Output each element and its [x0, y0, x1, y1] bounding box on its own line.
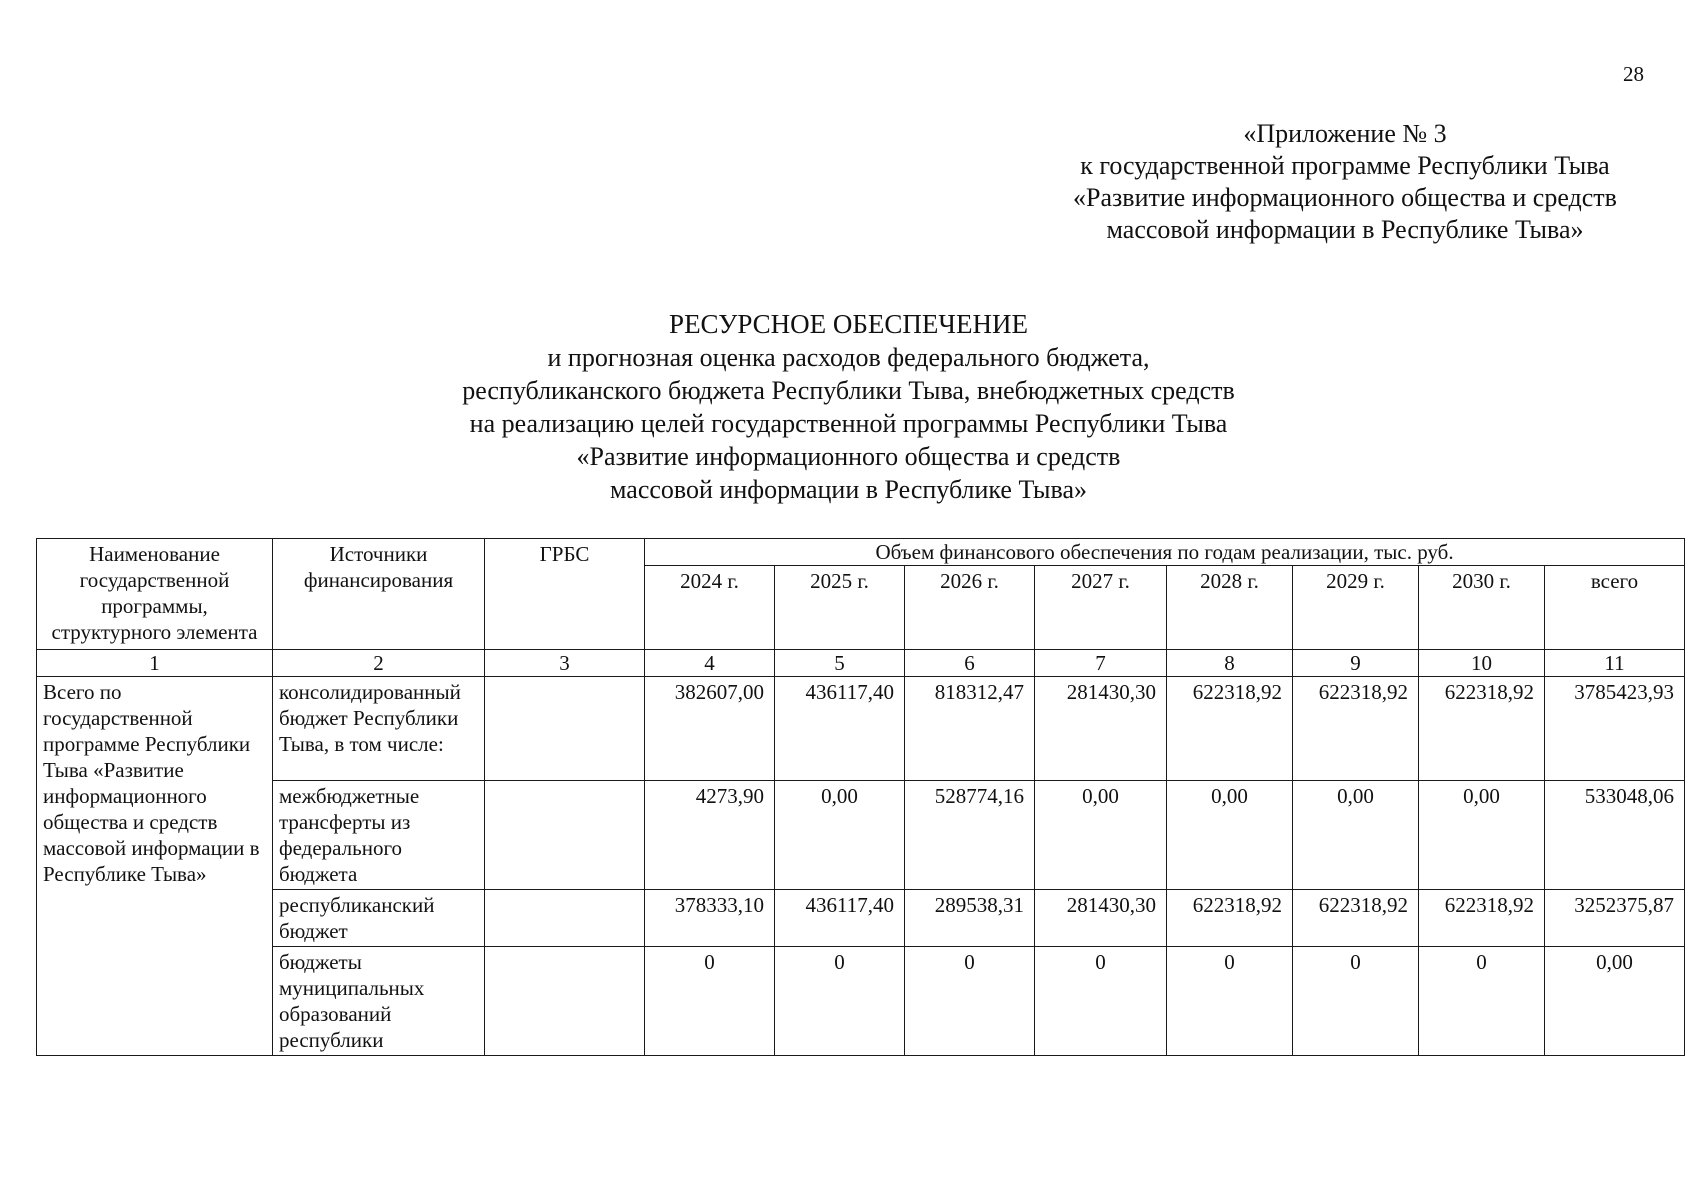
document-title — [0, 308, 1697, 506]
resource-table — [36, 538, 1685, 1056]
appendix-line: к государственной программе Республики Тыва — [1080, 151, 1610, 180]
appendix-heading — [1040, 118, 1650, 246]
column-number-cell: 3 — [485, 650, 645, 677]
value-cell: 528774,16 — [905, 781, 1035, 890]
year-header-cell: 2028 г. — [1167, 566, 1293, 650]
title-line: республиканского бюджета Республики Тыва, внебюджетных средств — [462, 376, 1235, 405]
year-header-cell: 2029 г. — [1293, 566, 1419, 650]
year-header-cell: 2026 г. — [905, 566, 1035, 650]
header-grbs-cell: ГРБС — [485, 539, 645, 650]
title-line: «Развитие информационного общества и средств — [576, 442, 1121, 471]
total-cell: 0,00 — [1545, 947, 1685, 1056]
column-number-cell: 8 — [1167, 650, 1293, 677]
grbs-cell — [485, 890, 645, 947]
value-cell: 0,00 — [1035, 781, 1167, 890]
value-cell: 281430,30 — [1035, 890, 1167, 947]
column-number-cell: 9 — [1293, 650, 1419, 677]
grbs-cell — [485, 947, 645, 1056]
value-cell: 622318,92 — [1167, 890, 1293, 947]
value-cell: 436117,40 — [775, 890, 905, 947]
column-number-cell: 5 — [775, 650, 905, 677]
value-cell: 0,00 — [1419, 781, 1545, 890]
page-number: 28 — [1623, 62, 1644, 86]
value-cell: 281430,30 — [1035, 677, 1167, 781]
value-cell: 0 — [775, 947, 905, 1056]
appendix-line: «Приложение № 3 — [1243, 119, 1447, 148]
column-number-cell: 4 — [645, 650, 775, 677]
value-cell: 622318,92 — [1419, 677, 1545, 781]
column-number-cell: 10 — [1419, 650, 1545, 677]
program-name-cell: Всего по государственной программе Республики Тыва «Развитие информационного общества и средств массовой информации в Республике Тыва» — [37, 677, 273, 1056]
source-cell: бюджеты муниципальных образований республики — [273, 947, 485, 1056]
column-number-cell: 6 — [905, 650, 1035, 677]
title-line: на реализацию целей государственной программы Республики Тыва — [469, 409, 1228, 438]
value-cell: 0,00 — [1293, 781, 1419, 890]
value-cell: 622318,92 — [1419, 890, 1545, 947]
table-row — [37, 947, 1685, 1056]
value-cell: 622318,92 — [1293, 677, 1419, 781]
source-cell: консолидированный бюджет Республики Тыва, в том числе: — [273, 677, 485, 781]
table-row — [37, 677, 1685, 781]
value-cell: 382607,00 — [645, 677, 775, 781]
table-row — [37, 781, 1685, 890]
column-number-cell: 7 — [1035, 650, 1167, 677]
value-cell: 0 — [1293, 947, 1419, 1056]
value-cell: 0 — [645, 947, 775, 1056]
value-cell: 436117,40 — [775, 677, 905, 781]
value-cell: 0 — [1167, 947, 1293, 1056]
source-cell: межбюджетные трансферты из федерального бюджета — [273, 781, 485, 890]
grbs-cell — [485, 781, 645, 890]
total-cell: 3252375,87 — [1545, 890, 1685, 947]
appendix-line: массовой информации в Республике Тыва» — [1106, 215, 1584, 244]
header-name-cell: Наименование государственной программы, структурного элемента — [37, 539, 273, 650]
value-cell: 0,00 — [775, 781, 905, 890]
source-cell: республиканский бюджет — [273, 890, 485, 947]
value-cell: 289538,31 — [905, 890, 1035, 947]
column-number-cell: 1 — [37, 650, 273, 677]
total-cell: 533048,06 — [1545, 781, 1685, 890]
header-volume-cell: Объем финансового обеспечения по годам реализации, тыс. руб. — [645, 539, 1685, 566]
value-cell: 0 — [1419, 947, 1545, 1056]
value-cell: 4273,90 — [645, 781, 775, 890]
value-cell: 622318,92 — [1293, 890, 1419, 947]
value-cell: 0,00 — [1167, 781, 1293, 890]
column-number-row — [37, 650, 1685, 677]
column-number-cell: 2 — [273, 650, 485, 677]
title-line: массовой информации в Республике Тыва» — [610, 475, 1087, 504]
value-cell: 0 — [1035, 947, 1167, 1056]
title-line: РЕСУРСНОЕ ОБЕСПЕЧЕНИЕ — [669, 309, 1028, 339]
total-cell: 3785423,93 — [1545, 677, 1685, 781]
header-sources-cell: Источники финансирования — [273, 539, 485, 650]
value-cell: 818312,47 — [905, 677, 1035, 781]
year-header-cell: 2024 г. — [645, 566, 775, 650]
value-cell: 378333,10 — [645, 890, 775, 947]
column-number-cell: 11 — [1545, 650, 1685, 677]
year-header-cell: 2030 г. — [1419, 566, 1545, 650]
header-row — [37, 539, 1685, 566]
year-header-cell: 2027 г. — [1035, 566, 1167, 650]
grbs-cell — [485, 677, 645, 781]
year-header-cell: 2025 г. — [775, 566, 905, 650]
total-header-cell: всего — [1545, 566, 1685, 650]
table-row — [37, 890, 1685, 947]
appendix-line: «Развитие информационного общества и средств — [1073, 183, 1617, 212]
title-line: и прогнозная оценка расходов федерального бюджета, — [547, 343, 1150, 372]
value-cell: 622318,92 — [1167, 677, 1293, 781]
value-cell: 0 — [905, 947, 1035, 1056]
